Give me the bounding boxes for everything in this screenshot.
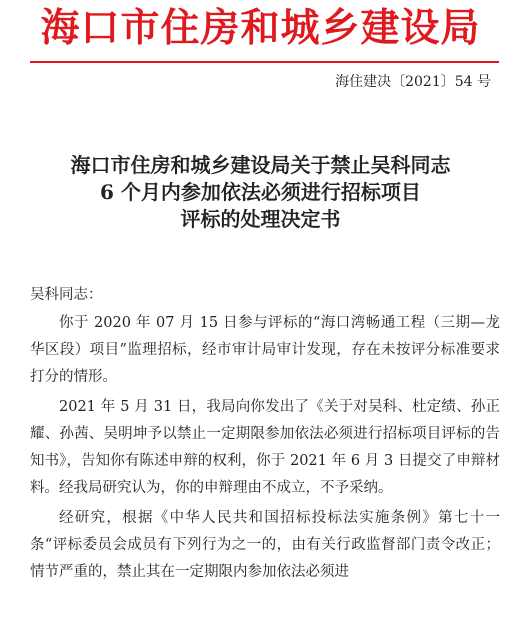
document-number: 海住建决〔2021〕54 号 [335,74,491,90]
document-title-line-2: 6 个月内参加依法必须进行招标项目 [100,180,421,204]
letterhead-org-name: 海口市住房和城乡建设局 [40,6,481,51]
letterhead-divider [30,61,499,63]
salutation: 吴科同志： [30,287,103,303]
paragraph-2: 2021 年 5 月 31 日，我局向你发出了《关于对吴科、杜定绩、孙正耀、孙茜、吴明坤予以禁止一定期限参加依法必须进行招标项目评标的告知书》，告知你有陈述申辩的权利，你于 2021 年 6 月 3 日提交了申辩材料。经我局研究认为，你的申辩理由不成立，不予采纳。 [30,399,500,496]
document-title [0,152,521,233]
paragraph-3: 经研究，根据《中华人民共和国招标投标法实施条例》第七十一条“评标委员会成员有下列行为之一的，由有关行政监督部门责令改正；情节严重的，禁止其在一定期限内参加依法必须进 [30,510,500,580]
document-title-line-1: 海口市住房和城乡建设局关于禁止吴科同志 [70,153,451,177]
document-title-line-3: 评标的处理决定书 [180,207,341,231]
paragraph-1: 你于 2020 年 07 月 15 日参与评标的“海口湾畅通工程（三期—龙华区段）项目”监理招标，经市审计局审计发现，存在未按评分标准要求打分的情形。 [30,315,500,385]
document-body [30,282,500,586]
